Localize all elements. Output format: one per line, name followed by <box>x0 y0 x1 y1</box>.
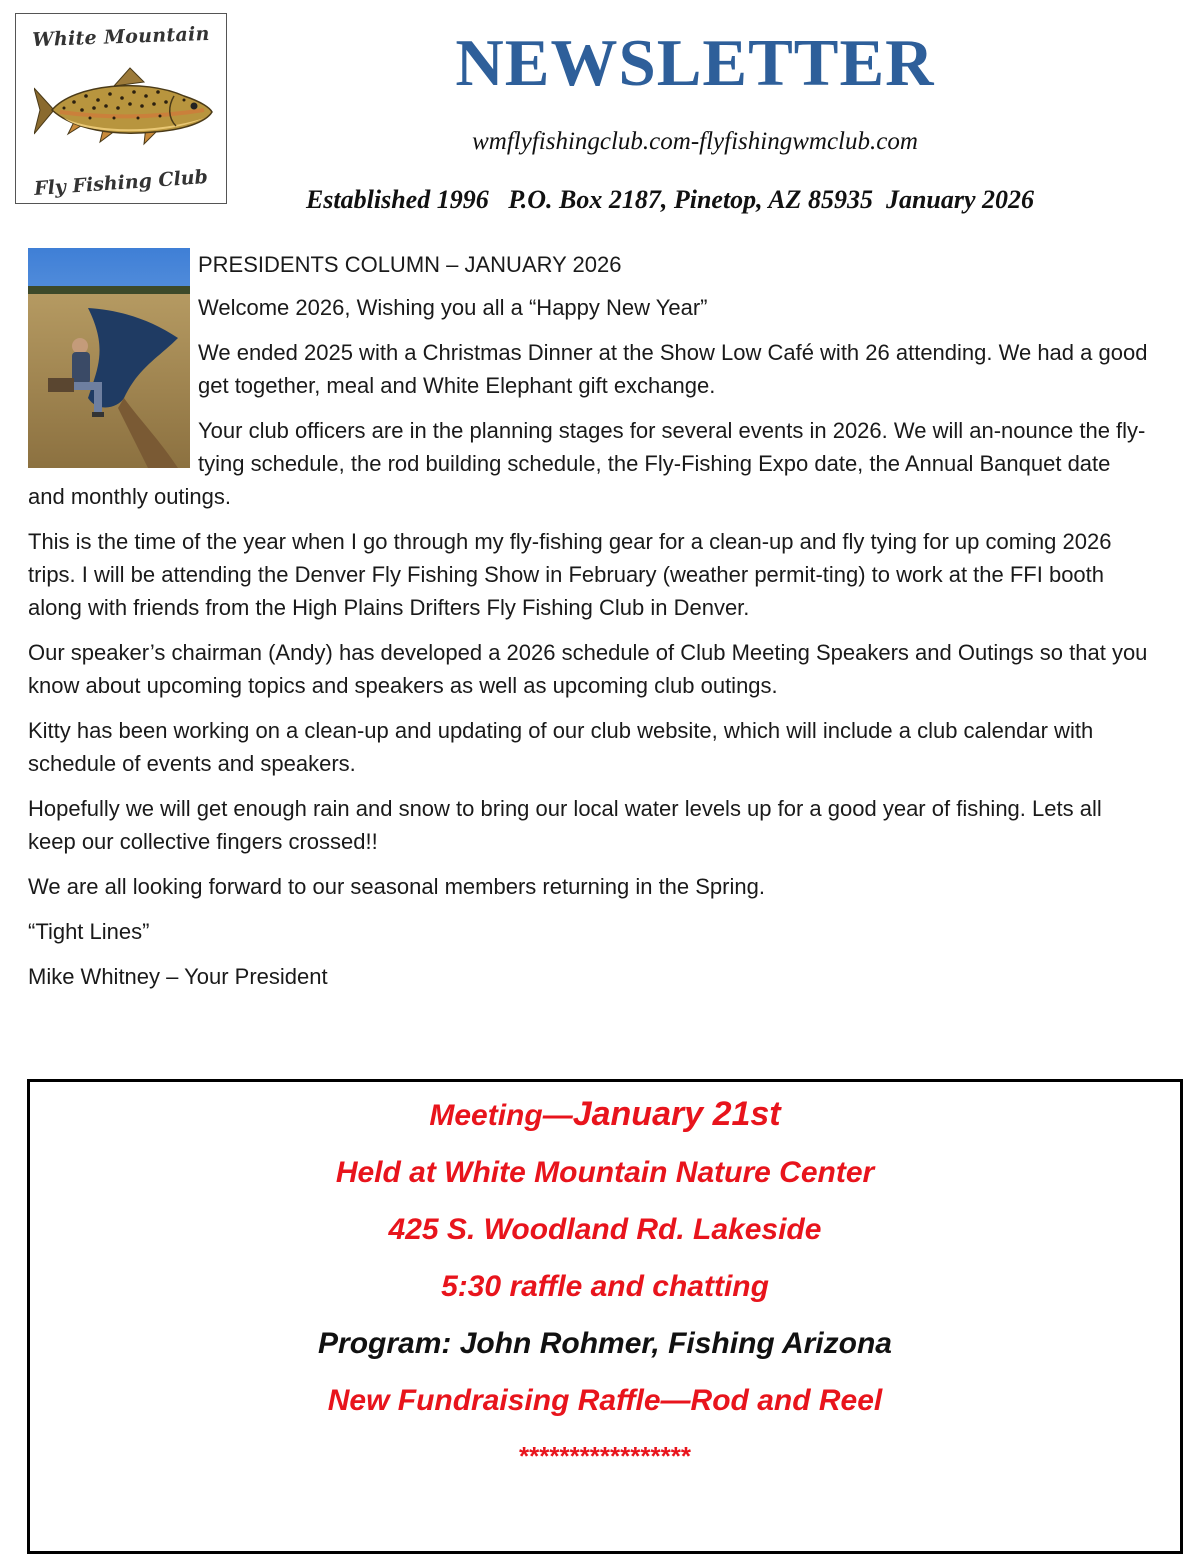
column-heading: PRESIDENTS COLUMN – JANUARY 2026 <box>198 252 622 277</box>
presidents-column <box>28 248 1148 1005</box>
column-paragraph: Welcome 2026, Wishing you all a “Happy New Year” <box>198 295 708 320</box>
column-paragraph: Kitty has been working on a clean-up and updating of our club website, which will include a club calendar with schedule of events and speakers. <box>28 718 1094 776</box>
meeting-title-prefix: Meeting— <box>429 1099 573 1132</box>
website-urls: wmflyfishingclub.com-flyfishingwmclub.com <box>472 128 918 155</box>
president-by-stream-photo <box>28 248 190 468</box>
established-line: Established 1996 P.O. Box 2187, Pinetop, AZ 85935 January 2026 <box>305 185 1035 214</box>
meeting-date: January 21st <box>572 1095 781 1133</box>
stars-divider: ***************** <box>518 1441 691 1471</box>
trout-illustration <box>34 60 214 160</box>
column-paragraph: We ended 2025 with a Christmas Dinner at the Show Low Café with 26 attending. We had a good get together, meal and White Elephant gift exchange. <box>198 340 1148 398</box>
closing-line: “Tight Lines” <box>28 919 150 944</box>
meeting-title <box>30 1096 1180 1134</box>
meeting-program: Program: John Rohmer, Fishing Arizona <box>318 1327 892 1360</box>
column-paragraph: We are all looking forward to our seasonal members returning in the Spring. <box>28 874 765 899</box>
signature-line: Mike Whitney – Your President <box>28 964 328 989</box>
meeting-address: 425 S. Woodland Rd. Lakeside <box>388 1213 822 1246</box>
logo-text-top: White Mountain <box>31 22 211 52</box>
club-logo <box>15 13 227 204</box>
logo-text-bottom: Fly Fishing Club <box>33 165 209 201</box>
meeting-raffle: New Fundraising Raffle—Rod and Reel <box>327 1384 883 1417</box>
meeting-announcement-box <box>27 1079 1183 1554</box>
newsletter-title: NEWSLETTER <box>455 26 935 100</box>
column-paragraph: This is the time of the year when I go through my fly-fishing gear for a clean-up and fly tying for up coming 2026 trips. I will be attending the Denver Fly Fishing Show in February (weather permit-ting) to work at the FFI booth along with friends from the High Plains Drifters Fly Fishing Club in Denver. <box>28 529 1112 620</box>
column-paragraph: Our speaker’s chairman (Andy) has developed a 2026 schedule of Club Meeting Speakers and Outings so that you know about upcoming topics and speakers as well as upcoming club outings. <box>28 640 1148 698</box>
meeting-place: Held at White Mountain Nature Center <box>335 1156 875 1189</box>
column-paragraph: Your club officers are in the planning stages for several events in 2026. We will an-nounce the fly-tying schedule, the rod building schedule, the Fly-Fishing Expo date, the Annual Banquet date and monthly outings. <box>28 418 1146 509</box>
meeting-time: 5:30 raffle and chatting <box>441 1270 769 1303</box>
column-paragraph: Hopefully we will get enough rain and snow to bring our local water levels up for a good year of fishing. Lets all keep our collective fingers crossed!! <box>28 796 1102 854</box>
